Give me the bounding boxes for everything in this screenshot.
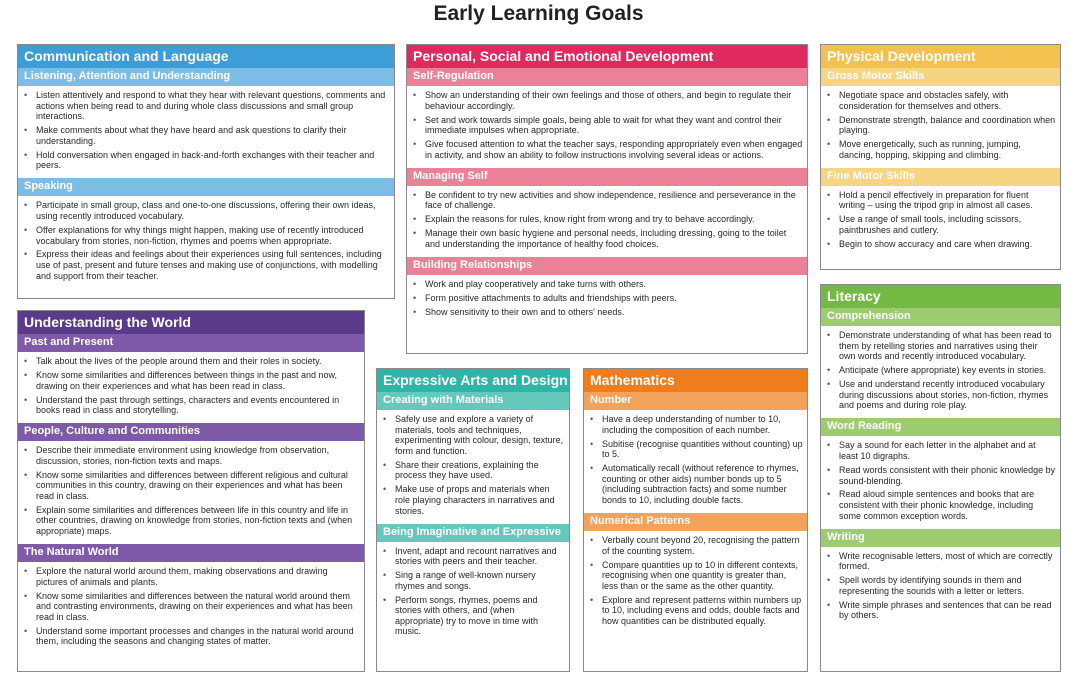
goal-item: • Listen attentively and respond to what they hear with relevant questions, comments and actions when being read to and during whole class discussions and small group interactions. [36,90,390,122]
goal-list [18,441,364,544]
card-title: Communication and Language [18,45,394,68]
goal-item: • Share their creations, explaining the process they have used. [395,460,565,481]
section-heading: Building Relationships [407,257,807,275]
goal-list [377,542,569,645]
goal-item: • Spell words by identifying sounds in them and representing the sounds with a letter or letters. [839,575,1056,596]
goal-item: • Show sensitivity to their own and to others' needs. [425,307,803,318]
goal-item: • Sing a range of well-known nursery rhymes and songs. [395,570,565,591]
goal-list [407,275,807,325]
goal-item: • Use and understand recently introduced vocabulary during discussions about stories, non-fiction, rhymes and poems and during role play. [839,379,1056,411]
goal-item: • Give focused attention to what the teacher says, responding appropriately even when engaged in activity, and show an ability to follow instructions involving several ideas or actions. [425,139,803,160]
goal-item: • Be confident to try new activities and show independence, resilience and perseverance in the face of challenge. [425,190,803,211]
goal-list [18,196,394,288]
card-title: Expressive Arts and Design [377,369,569,392]
goal-item: • Subitise (recognise quantities without counting) up to 5. [602,439,803,460]
section-heading: Comprehension [821,308,1060,326]
goal-item: • Explore and represent patterns within numbers up to 10, including evens and odds, double facts and how quantities can be distributed equally. [602,595,803,627]
card-title: Physical Development [821,45,1060,68]
section-heading: Managing Self [407,168,807,186]
goal-item: • Anticipate (where appropriate) key events in stories. [839,365,1056,376]
goal-item: • Have a deep understanding of number to 10, including the composition of each number. [602,414,803,435]
goal-item: • Write recognisable letters, most of which are correctly formed. [839,551,1056,572]
goal-list [407,86,807,168]
goal-item: • Verbally count beyond 20, recognising the pattern of the counting system. [602,535,803,556]
section-heading: Numerical Patterns [584,513,807,531]
goal-item: • Negotiate space and obstacles safely, with consideration for themselves and others. [839,90,1056,111]
goal-item: • Read aloud simple sentences and books that are consistent with their phonic knowledge, including some common exception words. [839,489,1056,521]
goal-item: • Set and work towards simple goals, being able to wait for what they want and control their immediate impulses when appropriate. [425,115,803,136]
goal-item: • Explain the reasons for rules, know right from wrong and try to behave accordingly. [425,214,803,225]
goal-item: • Perform songs, rhymes, poems and stories with others, and (when appropriate) try to move in time with music. [395,595,565,637]
section-heading: Listening, Attention and Understanding [18,68,394,86]
goal-list [821,86,1060,168]
section-heading: Self-Regulation [407,68,807,86]
goal-item: • Participate in small group, class and one-to-one discussions, offering their own ideas, using recently introduced vocabulary. [36,200,390,221]
understanding-world-card [17,310,365,672]
goal-item: • Write simple phrases and sentences that can be read by others. [839,600,1056,621]
section-heading: Number [584,392,807,410]
section-heading: Past and Present [18,334,364,352]
goal-item: • Know some similarities and differences between the natural world around them and contrasting environments, drawing on their experiences and what has been read in class. [36,591,360,623]
card-title: Mathematics [584,369,807,392]
personal-social-card [406,44,808,354]
goal-item: • Demonstrate understanding of what has been read to them by retelling stories and narratives using their own words and recently introduced vocabulary. [839,330,1056,362]
goal-item: • Offer explanations for why things might happen, making use of recently introduced vocabulary from stories, non-fiction, rhymes and poems when appropriate. [36,225,390,246]
goal-item: • Hold a pencil effectively in preparation for fluent writing – using the tripod grip in almost all cases. [839,190,1056,211]
section-heading: The Natural World [18,544,364,562]
goal-item: • Express their ideas and feelings about their experiences using full sentences, including use of past, present and future tenses and making use of conjunctions, with modelling and support from their teacher. [36,249,390,281]
goal-item: • Describe their immediate environment using knowledge from observation, discussion, stories, non-fiction texts and maps. [36,445,360,466]
goal-list [377,410,569,524]
goal-item: • Work and play cooperatively and take turns with others. [425,279,803,290]
goal-item: • Invent, adapt and recount narratives and stories with peers and their teacher. [395,546,565,567]
page-title: Early Learning Goals [433,2,644,25]
goal-list [584,531,807,634]
goal-item: • Demonstrate strength, balance and coordination when playing. [839,115,1056,136]
card-title: Literacy [821,285,1060,308]
goal-list [821,186,1060,257]
goal-item: • Show an understanding of their own feelings and those of others, and begin to regulate their behaviour accordingly. [425,90,803,111]
goal-item: • Read words consistent with their phonic knowledge by sound-blending. [839,465,1056,486]
goal-item: • Make use of props and materials when role playing characters in narratives and stories. [395,484,565,516]
section-heading: Speaking [18,178,394,196]
goal-item: • Safely use and explore a variety of materials, tools and techniques, experimenting with colour, design, texture, form and function. [395,414,565,456]
goal-list [18,86,394,178]
goal-item: • Manage their own basic hygiene and personal needs, including dressing, going to the toilet and understanding the importance of healthy food choices. [425,228,803,249]
goal-item: • Say a sound for each letter in the alphabet and at least 10 digraphs. [839,440,1056,461]
goal-list [18,352,364,423]
physical-development-card [820,44,1061,270]
section-heading: Gross Motor Skills [821,68,1060,86]
literacy-card [820,284,1061,672]
goal-list [584,410,807,513]
section-heading: People, Culture and Communities [18,423,364,441]
goal-list [18,562,364,654]
section-heading: Being Imaginative and Expressive [377,524,569,542]
goal-list [821,326,1060,418]
section-heading: Fine Motor Skills [821,168,1060,186]
goal-item: • Begin to show accuracy and care when drawing. [839,239,1056,250]
goal-item: • Talk about the lives of the people around them and their roles in society. [36,356,360,367]
card-title: Personal, Social and Emotional Development [407,45,807,68]
communication-language-card [17,44,395,299]
goal-item: • Automatically recall (without reference to rhymes, counting or other aids) number bonds up to 5 (including subtraction facts) and some number bonds to 10, including double facts. [602,463,803,505]
goal-list [821,436,1060,528]
goal-item: • Make comments about what they have heard and ask questions to clarify their understanding. [36,125,390,146]
goal-list [407,186,807,257]
goal-item: • Use a range of small tools, including scissors, paintbrushes and cutlery. [839,214,1056,235]
goal-item: • Explain some similarities and differences between life in this country and life in other countries, drawing on knowledge from stories, non-fiction texts and (when appropriate) maps. [36,505,360,537]
mathematics-card [583,368,808,672]
goal-item: • Move energetically, such as running, jumping, dancing, hopping, skipping and climbing. [839,139,1056,160]
goal-item: • Understand some important processes and changes in the natural world around them, including the seasons and changing states of matter. [36,626,360,647]
goal-item: • Know some similarities and differences between things in the past and now, drawing on their experiences and what has been read in class. [36,370,360,391]
goal-item: • Compare quantities up to 10 in different contexts, recognising when one quantity is greater than, less than or the same as the other quantity. [602,560,803,592]
goal-item: • Understand the past through settings, characters and events encountered in books read in class and storytelling. [36,395,360,416]
goal-item: • Hold conversation when engaged in back-and-forth exchanges with their teacher and peers. [36,150,390,171]
goal-list [821,547,1060,629]
section-heading: Writing [821,529,1060,547]
card-title: Understanding the World [18,311,364,334]
goal-item: • Explore the natural world around them, making observations and drawing pictures of animals and plants. [36,566,360,587]
section-heading: Word Reading [821,418,1060,436]
expressive-arts-card [376,368,570,672]
section-heading: Creating with Materials [377,392,569,410]
goal-item: • Form positive attachments to adults and friendships with peers. [425,293,803,304]
goal-item: • Know some similarities and differences between different religious and cultural communities in this country, drawing on their experiences and what has been read in class. [36,470,360,502]
